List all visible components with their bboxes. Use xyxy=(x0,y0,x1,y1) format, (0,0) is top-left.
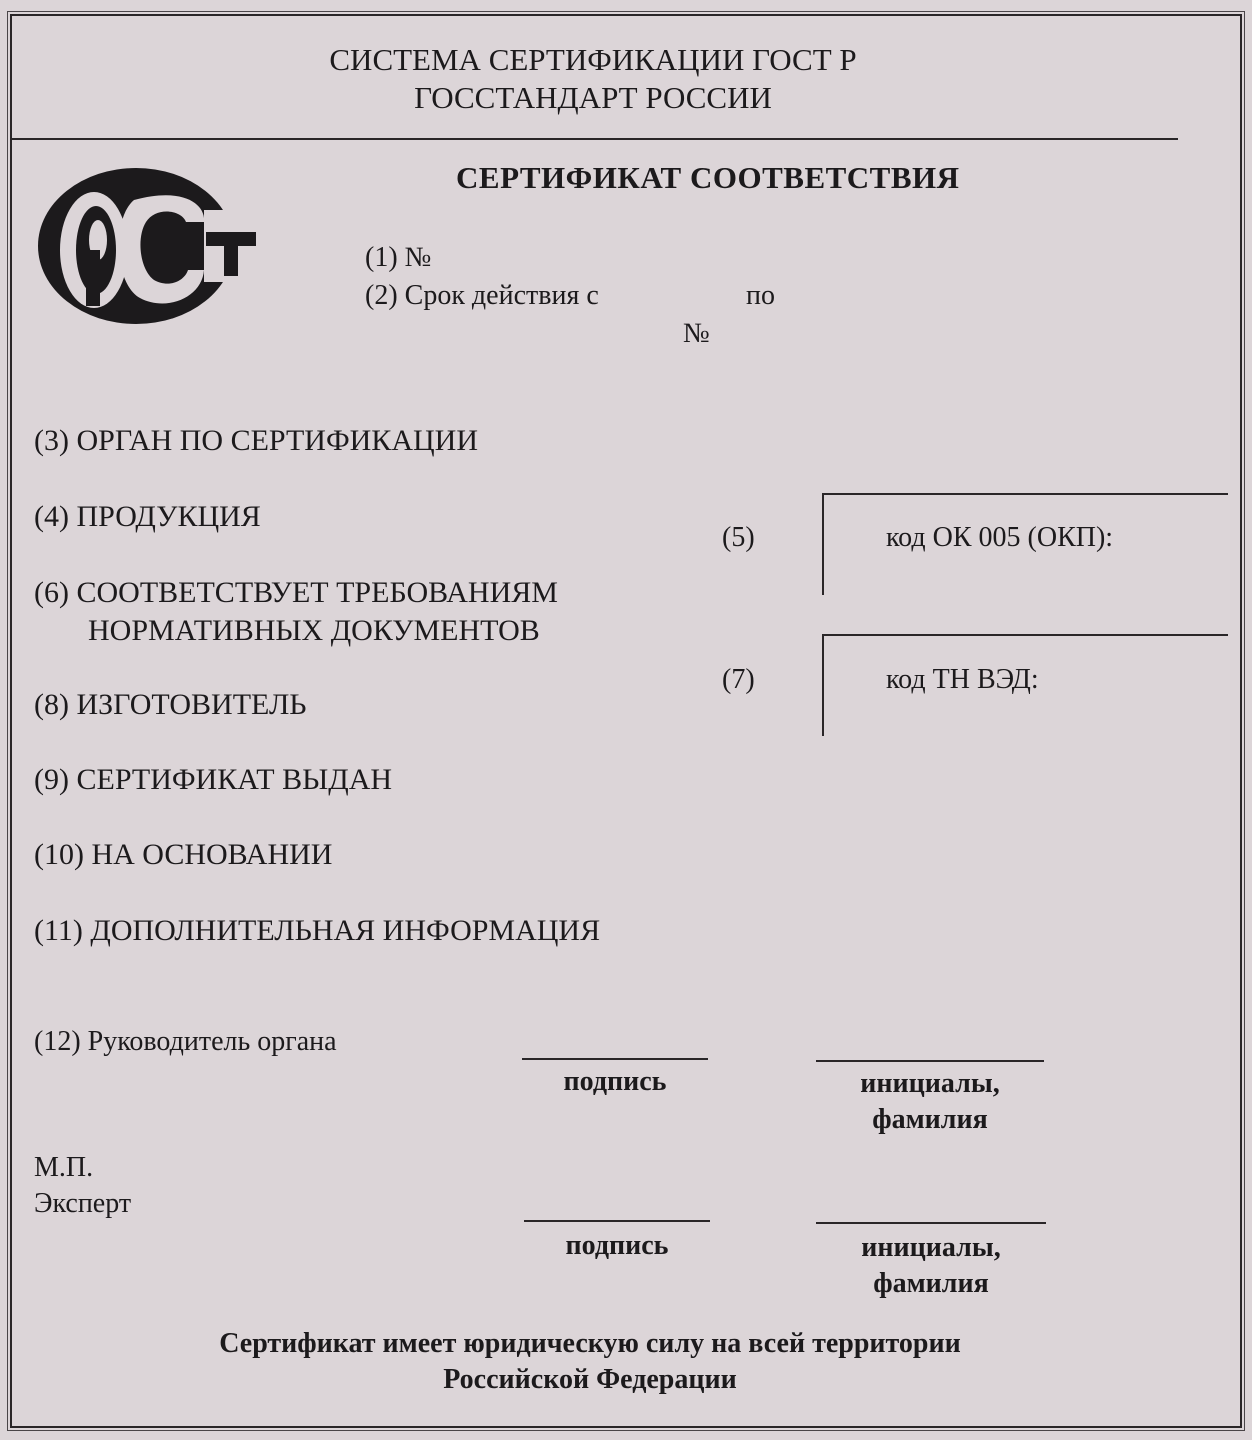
field-validity-to: по xyxy=(746,280,775,311)
field-7-label: (7) xyxy=(722,664,755,695)
signature-caption-expert: подпись xyxy=(565,1230,669,1261)
signature-line-head xyxy=(522,1058,708,1060)
initials-line-expert xyxy=(816,1222,1046,1224)
okp-box-left xyxy=(822,493,824,595)
header-system: СИСТЕМА СЕРТИФИКАЦИИ ГОСТ Р xyxy=(329,42,857,77)
okp-box-top xyxy=(822,493,1228,495)
field-conforms-line2: НОРМАТИВНЫХ ДОКУМЕНТОВ xyxy=(88,614,540,647)
expert-label: Эксперт xyxy=(34,1188,132,1219)
field-conforms-line1: (6) СООТВЕТСТВУЕТ ТРЕБОВАНИЯМ xyxy=(34,576,558,609)
okp-code-label: код ОК 005 (ОКП): xyxy=(886,522,1114,553)
field-additional-info: (11) ДОПОЛНИТЕЛЬНАЯ ИНФОРМАЦИЯ xyxy=(34,914,601,947)
field-number: (1) № xyxy=(365,242,432,273)
signature-caption-head: подпись xyxy=(563,1066,667,1097)
tnved-box-left xyxy=(822,634,824,736)
surname-caption-head: фамилия xyxy=(872,1104,988,1135)
field-5-label: (5) xyxy=(722,522,755,553)
footer-legal-line2: Российской Федерации xyxy=(443,1364,737,1395)
rst-logo-icon xyxy=(36,166,258,326)
initials-line-head xyxy=(816,1060,1044,1062)
initials-caption-head: инициалы, xyxy=(860,1068,1000,1099)
header-divider xyxy=(12,138,1178,140)
field-manufacturer: (8) ИЗГОТОВИТЕЛЬ xyxy=(34,688,307,721)
seal-label: М.П. xyxy=(34,1152,94,1183)
field-validity: (2) Срок действия с xyxy=(365,280,599,311)
field-certification-body: (3) ОРГАН ПО СЕРТИФИКАЦИИ xyxy=(34,424,478,457)
field-validity-number: № xyxy=(683,318,710,349)
signature-line-expert xyxy=(524,1220,710,1222)
header-agency: ГОССТАНДАРТ РОССИИ xyxy=(414,80,772,115)
tnved-box-top xyxy=(822,634,1228,636)
tnved-code-label: код ТН ВЭД: xyxy=(886,664,1039,695)
certificate-title: СЕРТИФИКАТ СООТВЕТСТВИЯ xyxy=(456,160,960,195)
field-head-of-body: (12) Руководитель органа xyxy=(34,1026,337,1057)
initials-caption-expert: инициалы, xyxy=(861,1232,1001,1263)
field-product: (4) ПРОДУКЦИЯ xyxy=(34,500,261,533)
field-basis: (10) НА ОСНОВАНИИ xyxy=(34,838,333,871)
footer-legal-line1: Сертификат имеет юридическую силу на всей территории xyxy=(219,1328,961,1359)
surname-caption-expert: фамилия xyxy=(873,1268,989,1299)
field-issued-to: (9) СЕРТИФИКАТ ВЫДАН xyxy=(34,763,393,796)
